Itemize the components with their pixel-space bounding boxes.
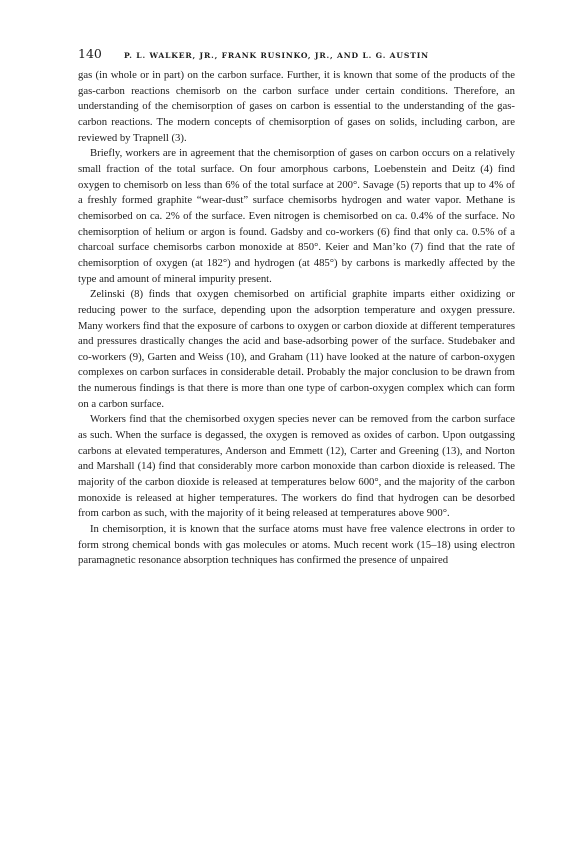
paragraph-2: Briefly, workers are in agreement that the chemisorption of gases on carbon occurs on a relatively small fraction of the total surface. On four amorphous carbons, Loebenstein and Deitz (4) find oxygen to chemisorb on less than 6% of the total surface at 200°. Savage (5) reports that up to 4% of a freshly formed graphite “wear-dust” surface chemisorbs hydrogen and water vapor. Methane is chemisorbed on ca. 2% of the surface. Even nitrogen is chemisorbed on ca. 0.4% of the surface. No chemisorption of helium or argon is found. Gadsby and co-workers (6) find that only ca. 0.5% of a charcoal surface chemisorbs carbon monoxide at 850°. Keier and Man’ko (7) find that the rate of chemisorption of oxygen (at 182°) and hydrogen (at 485°) by carbons is markedly affected by the type and amount of mineral impurity present.: [78, 147, 515, 285]
paragraph-4: Workers find that the chemisorbed oxygen species never can be removed from the carbon surface as such. When the surface is degassed, the oxygen is removed as oxides of carbon. Upon outgassing carbons at elevated temperatures, Anderson and Emmett (12), Carter and Greening (13), and Norton and Marshall (14) find that considerably more carbon monoxide than carbon dioxide is released. The majority of the carbon dioxide is released at temperatures below 600°, and the majority of the carbon monoxide is released at higher temperatures. The workers do find that hydrogen can be desorbed from carbon as such, with the majority of it being released at temperatures above 900°.: [78, 413, 515, 520]
paragraph-3: Zelinski (8) finds that oxygen chemisorbed on artificial graphite imparts either oxidizing or reducing power to the surface, depending upon the adsorption temperature and oxygen pressure. Many workers find that the exposure of carbons to oxygen or carbon dioxide at different temperatures and pressures drastically changes the acid and base-adsorbing power of the surface. Studebaker and co-workers (9), Garten and Weiss (10), and Graham (11) have looked at the nature of carbon-oxygen complexes on carbon surfaces in considerable detail. Probably the major conclusion to be drawn from the numerous findings is that there is more than one type of carbon-oxygen complex which can form on a carbon surface.: [78, 288, 515, 410]
body-text: [78, 68, 515, 569]
page-number: 140: [78, 46, 102, 61]
page-header: [78, 46, 515, 62]
paragraph-5: In chemisorption, it is known that the surface atoms must have free valence electrons in order to form strong chemical bonds with gas molecules or atoms. Much recent work (15–18) using electron paramagnetic resonance absorption techniques has confirmed the presence of unpaired: [78, 523, 515, 567]
running-head-authors: P. L. WALKER, JR., FRANK RUSINKO, JR., AND L. G. AUSTIN: [124, 51, 429, 60]
journal-page: [78, 46, 515, 569]
paragraph-1: gas (in whole or in part) on the carbon surface. Further, it is known that some of the products of the gas-carbon reactions chemisorb on the carbon surface under certain conditions. Therefore, an understanding of the chemisorption of gases on carbon is essential to the understanding of the gas-carbon reactions. The modern concepts of chemisorption of gases on solids, including carbon, are reviewed by Trapnell (3).: [78, 69, 515, 144]
